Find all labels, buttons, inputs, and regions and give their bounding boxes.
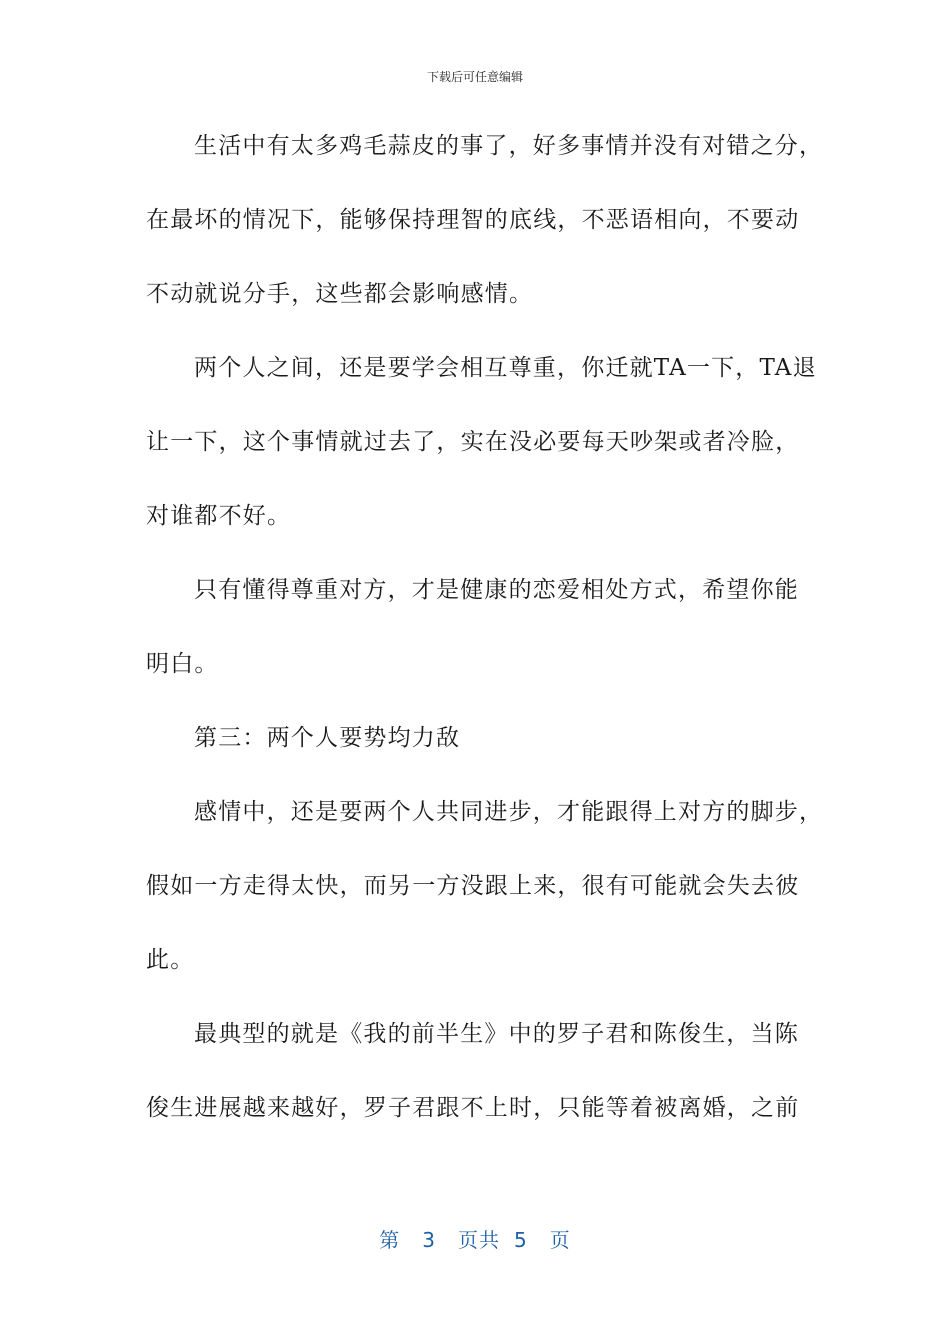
footer-prefix: 第 [379, 1228, 401, 1252]
text-line-11: 假如一方走得太快，而另一方没跟上来，很有可能就会失去彼 [146, 873, 800, 899]
text-line-4: 两个人之间，还是要学会相互尊重，你迁就TA一下，TA退 [194, 355, 817, 381]
text-line-10: 感情中，还是要两个人共同进步，才能跟得上对方的脚步， [194, 799, 824, 825]
text-line-5: 让一下，这个事情就过去了，实在没必要每天吵架或者冷脸， [146, 429, 800, 455]
text-line-14: 俊生进展越来越好，罗子君跟不上时，只能等着被离婚，之前 [146, 1095, 800, 1121]
text-line-12: 此。 [146, 947, 195, 973]
text-line-1: 生活中有太多鸡毛蒜皮的事了，好多事情并没有对错之分， [194, 133, 824, 159]
text-line-8: 明白。 [146, 651, 219, 677]
footer-middle: 页共 [458, 1228, 500, 1252]
footer-total-pages: 5 [514, 1228, 528, 1252]
page-number-footer [0, 1224, 950, 1253]
text-line-13: 最典型的就是《我的前半生》中的罗子君和陈俊生，当陈 [194, 1021, 799, 1047]
text-line-3: 不动就说分手，这些都会影响感情。 [146, 281, 534, 307]
page-header: 下载后可任意编辑 [426, 70, 523, 84]
footer-suffix: 页 [549, 1228, 571, 1252]
text-line-6: 对谁都不好。 [146, 503, 292, 529]
footer-current-page: 3 [422, 1228, 436, 1252]
document-body [146, 124, 824, 1160]
section-heading: 第三：两个人要势均力敌 [194, 725, 461, 751]
text-line-7: 只有懂得尊重对方，才是健康的恋爱相处方式，希望你能 [194, 577, 799, 603]
text-line-2: 在最坏的情况下，能够保持理智的底线，不恶语相向，不要动 [146, 207, 800, 233]
